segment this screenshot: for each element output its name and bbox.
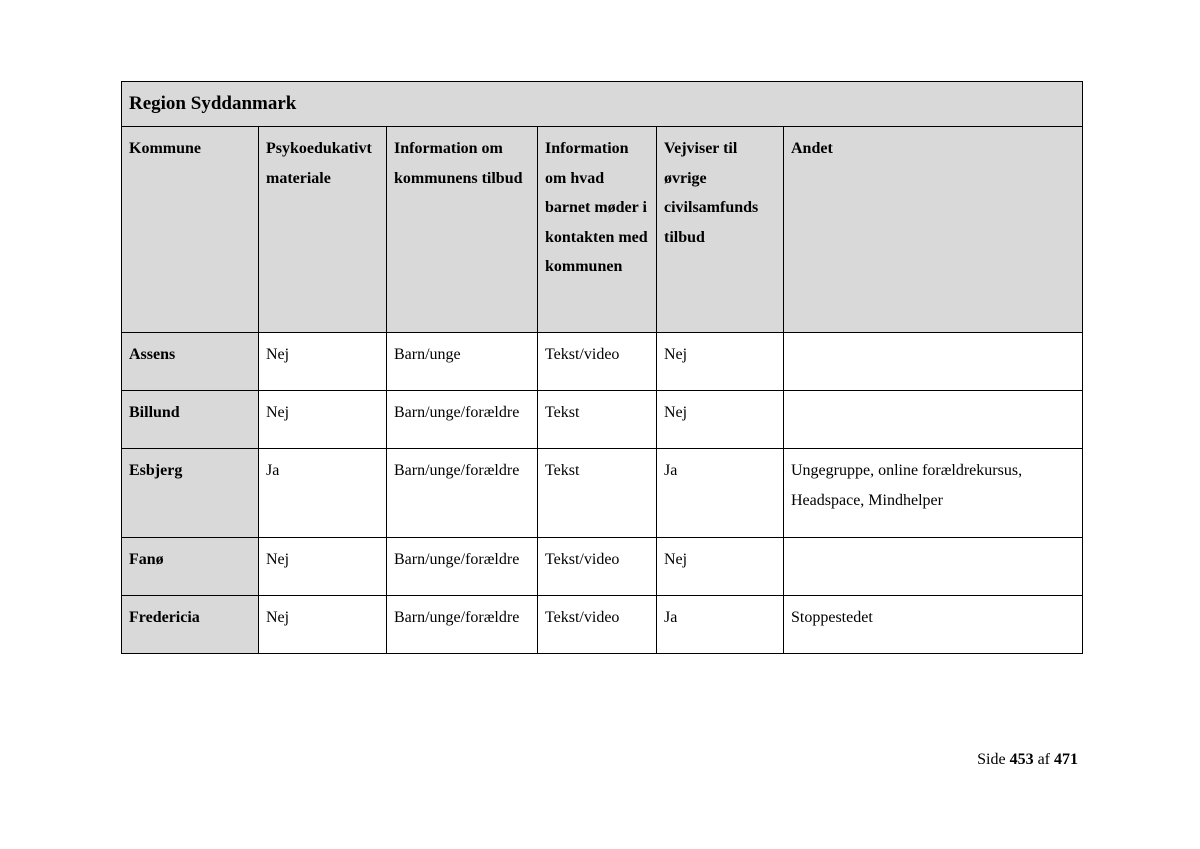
table-row <box>122 449 1083 538</box>
kommune-cell: Assens <box>122 333 259 391</box>
barnet-moeder-cell: Tekst/video <box>538 596 657 654</box>
vejviser-cell: Nej <box>657 538 784 596</box>
total-pages-number: 471 <box>1054 751 1078 768</box>
vejviser-cell: Ja <box>657 449 784 538</box>
andet-cell <box>784 391 1083 449</box>
page-number <box>977 748 1078 772</box>
barnet-moeder-cell: Tekst/video <box>538 538 657 596</box>
andet-cell <box>784 538 1083 596</box>
region-table <box>121 81 1083 654</box>
kommunens-tilbud-cell: Barn/unge <box>387 333 538 391</box>
page-side-label: Side <box>977 751 1006 768</box>
kommune-cell: Esbjerg <box>122 449 259 538</box>
header-vejviser: Vejviser til øvrige civilsamfunds tilbud <box>657 127 784 333</box>
kommune-cell: Fanø <box>122 538 259 596</box>
header-andet: Andet <box>784 127 1083 333</box>
page-of-label: af <box>1037 751 1050 768</box>
vejviser-cell: Nej <box>657 333 784 391</box>
kommunens-tilbud-cell: Barn/unge/forældre <box>387 391 538 449</box>
barnet-moeder-cell: Tekst <box>538 449 657 538</box>
header-psykoedukativt-materiale: Psykoedukativt materiale <box>259 127 387 333</box>
table-header-row <box>122 127 1083 333</box>
barnet-moeder-cell: Tekst/video <box>538 333 657 391</box>
vejviser-cell: Ja <box>657 596 784 654</box>
header-kommune: Kommune <box>122 127 259 333</box>
table-title-row <box>122 82 1083 127</box>
header-information-om-hvad-barnet-moeder: Information om hvad barnet møder i kontakten med kommunen <box>538 127 657 333</box>
barnet-moeder-cell: Tekst <box>538 391 657 449</box>
psykoedukativt-cell: Nej <box>259 391 387 449</box>
psykoedukativt-cell: Nej <box>259 538 387 596</box>
psykoedukativt-cell: Nej <box>259 596 387 654</box>
andet-cell: Ungegruppe, online forældrekursus, Headspace, Mindhelper <box>784 449 1083 538</box>
table-row <box>122 538 1083 596</box>
kommune-cell: Fredericia <box>122 596 259 654</box>
andet-cell <box>784 333 1083 391</box>
psykoedukativt-cell: Ja <box>259 449 387 538</box>
table-row <box>122 391 1083 449</box>
vejviser-cell: Nej <box>657 391 784 449</box>
table-row <box>122 333 1083 391</box>
table-row <box>122 596 1083 654</box>
kommune-cell: Billund <box>122 391 259 449</box>
psykoedukativt-cell: Nej <box>259 333 387 391</box>
andet-cell: Stoppestedet <box>784 596 1083 654</box>
kommunens-tilbud-cell: Barn/unge/forældre <box>387 449 538 538</box>
kommunens-tilbud-cell: Barn/unge/forældre <box>387 596 538 654</box>
kommunens-tilbud-cell: Barn/unge/forældre <box>387 538 538 596</box>
header-information-om-kommunens-tilbud: Information om kommunens tilbud <box>387 127 538 333</box>
current-page-number: 453 <box>1009 751 1034 768</box>
table-title: Region Syddanmark <box>122 82 1083 127</box>
